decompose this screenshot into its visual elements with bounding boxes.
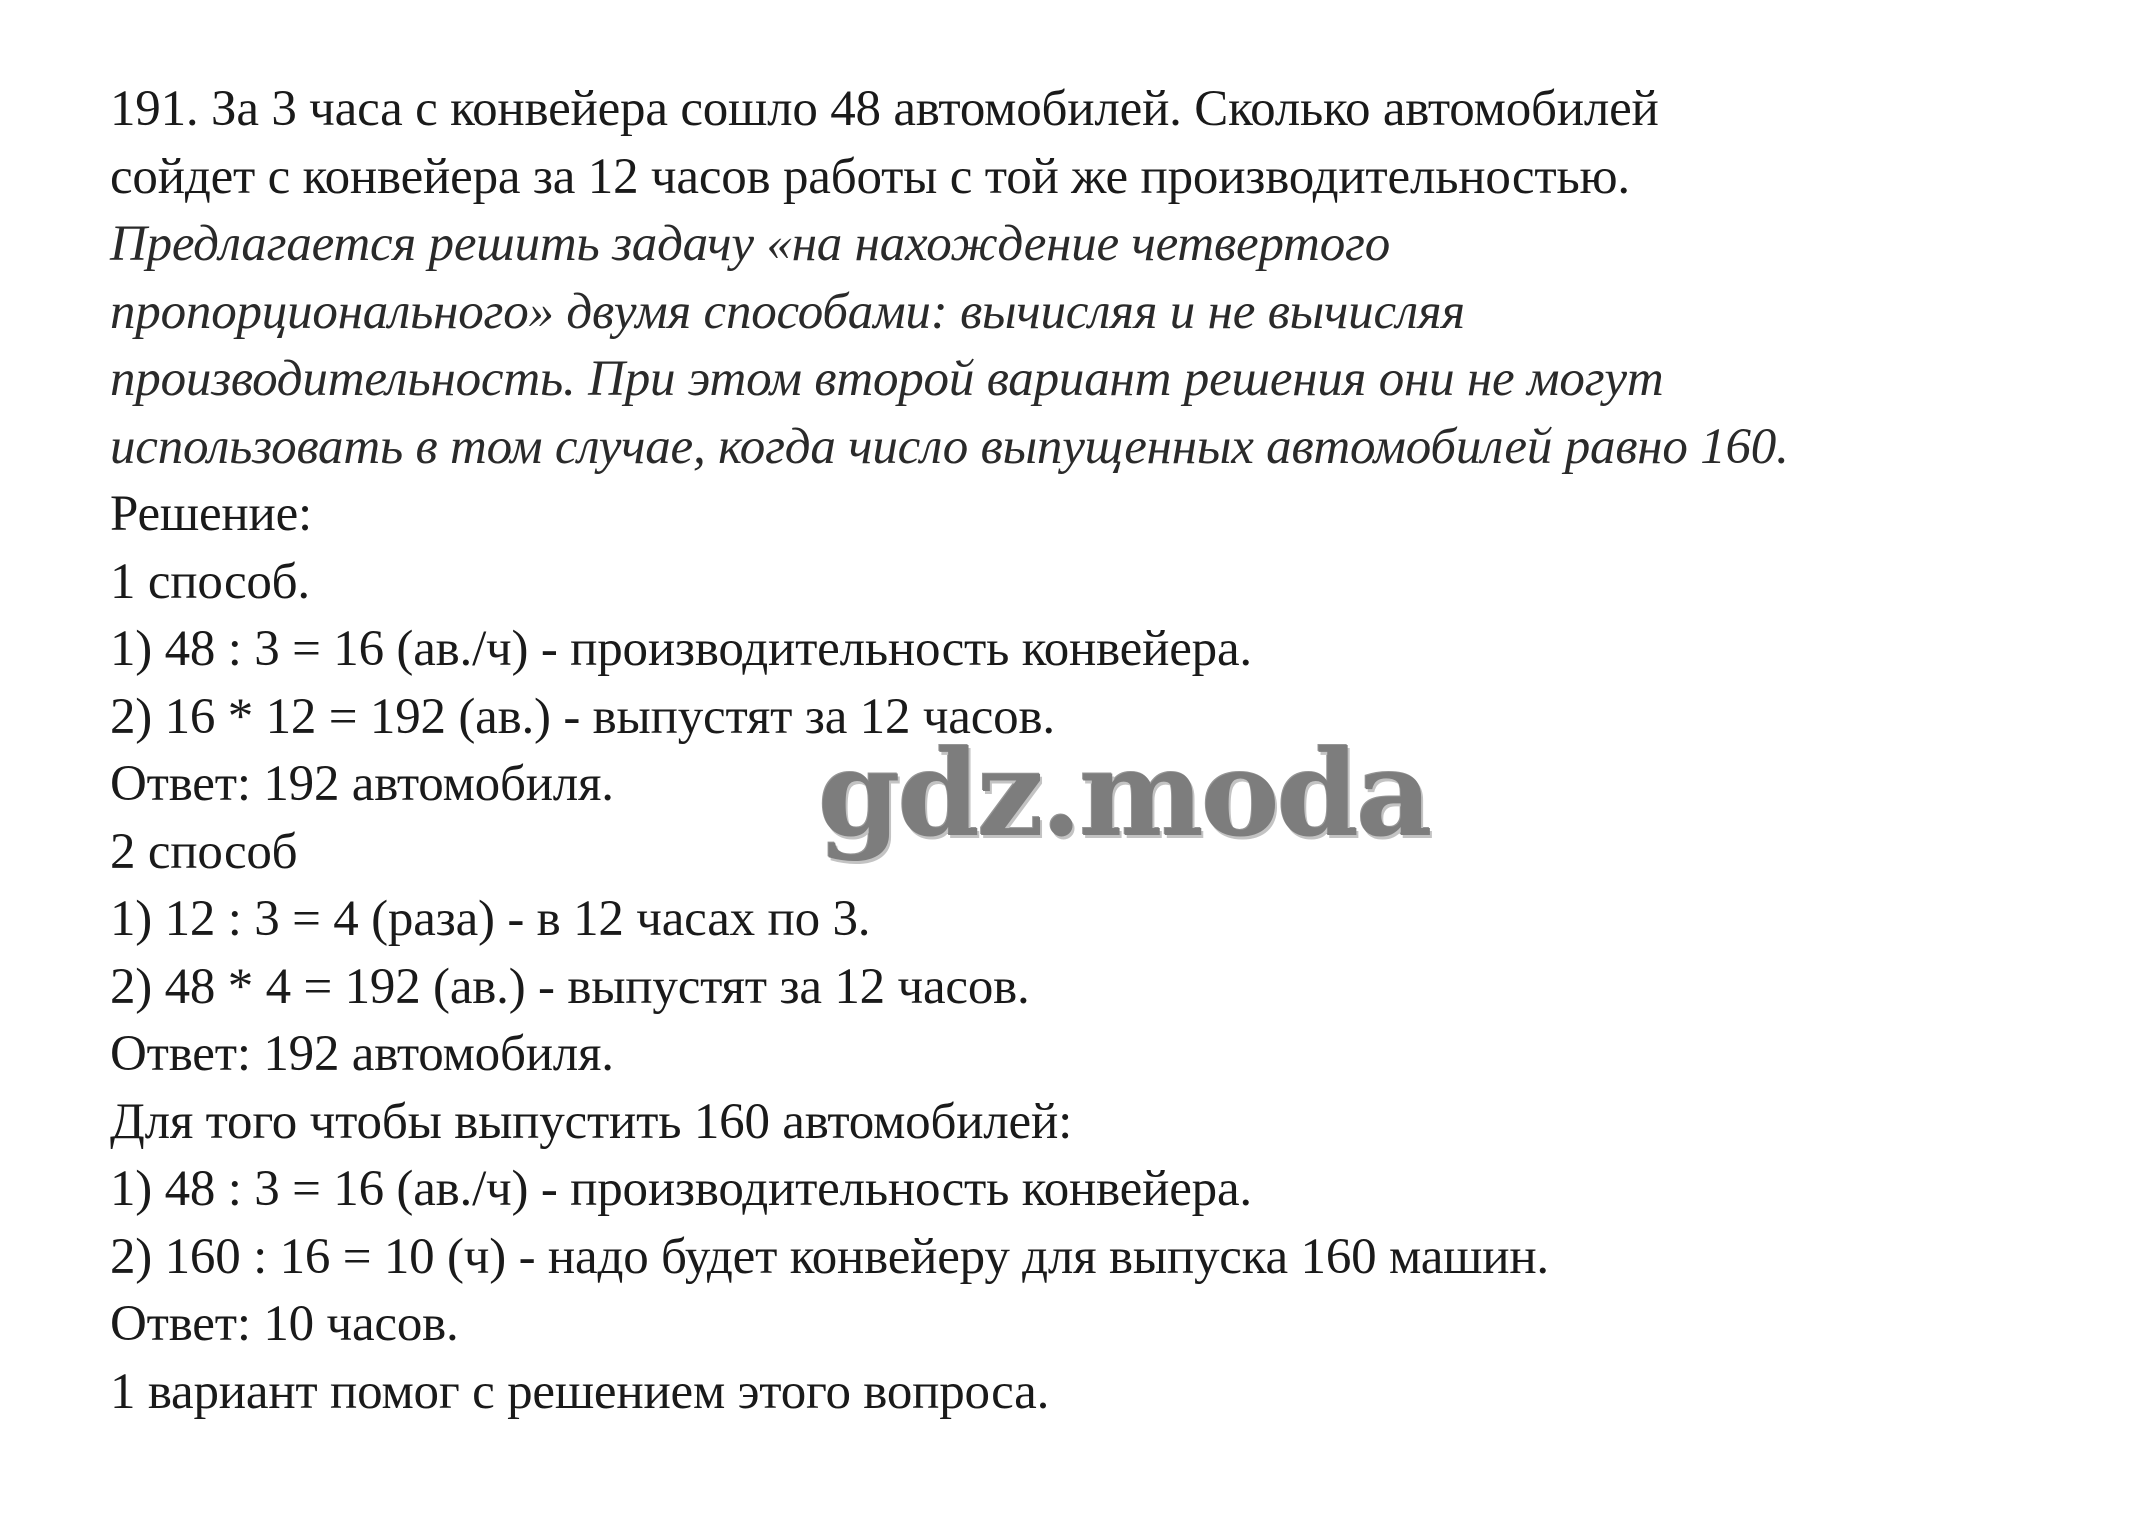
method1-step-2: 2) 16 * 12 = 192 (ав.) - выпустят за 12 часов.	[110, 688, 1055, 745]
note-line-1: Предлагается решить задачу «на нахождение четвертого	[110, 216, 1390, 272]
solution-heading: Решение:	[110, 486, 313, 542]
note-line-3: производительность. При этом второй вариант решения они не могут	[110, 351, 1664, 407]
extra-step-1: 1) 48 : 3 = 16 (ав./ч) - производительность конвейера.	[110, 1161, 1252, 1217]
method2-step-1: 1) 12 : 3 = 4 (раза) - в 12 часах по 3.	[110, 891, 871, 947]
note-line-2: пропорционального» двумя способами: вычисляя и не вычисляя	[110, 283, 1465, 340]
extra-title: Для того чтобы выпустить 160 автомобилей:	[110, 1093, 1073, 1150]
method2-answer: Ответ: 192 автомобиля.	[110, 1026, 614, 1082]
extra-step-2: 2) 160 : 16 = 10 (ч) - надо будет конвейеру для выпуска 160 машин.	[110, 1228, 1549, 1285]
problem-line-1: 191. За 3 часа с конвейера сошло 48 автомобилей. Сколько автомобилей	[110, 81, 1659, 137]
method1-step-1: 1) 48 : 3 = 16 (ав./ч) - производительность конвейера.	[110, 621, 1252, 677]
problem-line-2: сойдет с конвейера за 12 часов работы с той же производительностью.	[110, 148, 1630, 205]
method2-step-2: 2) 48 * 4 = 192 (ав.) - выпустят за 12 часов.	[110, 958, 1030, 1015]
conclusion: 1 вариант помог с решением этого вопроса.	[110, 1363, 1050, 1420]
method2-title: 2 способ	[110, 823, 298, 880]
method1-title: 1 способ.	[110, 553, 310, 610]
method1-answer: Ответ: 192 автомобиля.	[110, 756, 614, 812]
extra-answer: Ответ: 10 часов.	[110, 1296, 459, 1352]
watermark-logo: gdz.moda	[818, 724, 1430, 863]
note-line-4: использовать в том случае, когда число выпущенных автомобилей равно 160.	[110, 418, 1789, 475]
